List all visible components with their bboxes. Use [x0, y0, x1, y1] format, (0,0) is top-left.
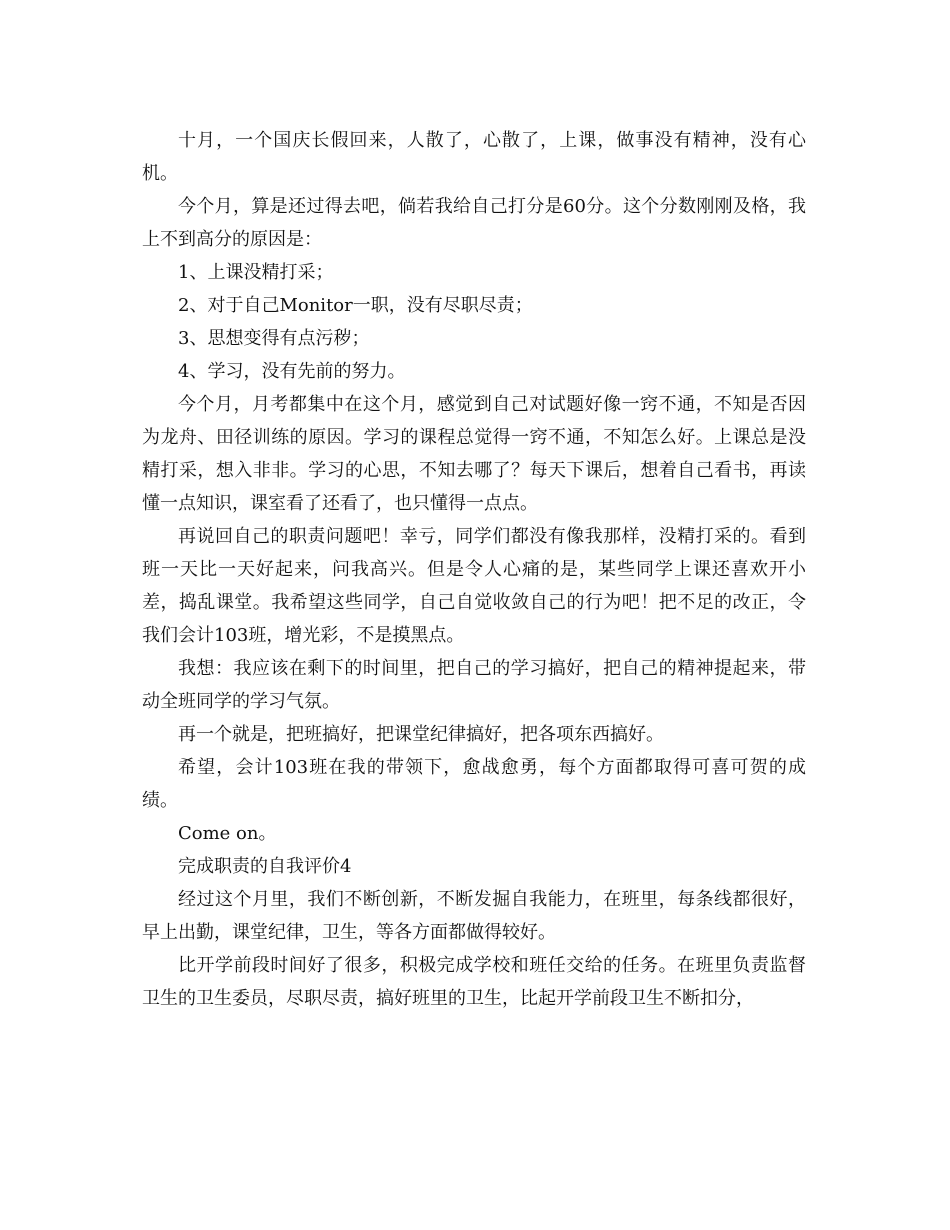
- paragraph-5: 我想：我应该在剩下的时间里，把自己的学习搞好，把自己的精神提起来，带动全班同学的学习气氛。: [142, 658, 806, 712]
- list-item-1: 1、上课没精打采；: [178, 262, 334, 283]
- paragraph-6: 再一个就是，把班搞好，把课堂纪律搞好，把各项东西搞好。: [178, 724, 664, 745]
- paragraph-1: 十月，一个国庆长假回来，人散了，心散了，上课，做事没有精神，没有心机。: [142, 130, 806, 184]
- paragraph-9: 比开学前段时间好了很多，积极完成学校和班任交给的任务。在班里负责监督卫生的卫生委员，尽职尽责，搞好班里的卫生，比起开学前段卫生不断扣分，: [142, 955, 806, 1009]
- paragraph-come-on: Come on。: [178, 823, 277, 844]
- document-body: [142, 124, 806, 1015]
- paragraph-4: 再说回自己的职责问题吧！幸亏，同学们都没有像我那样，没精打采的。看到班一天比一天好起来，问我高兴。但是令人心痛的是，某些同学上课还喜欢开小差，捣乱课堂。我希望这些同学，自己自觉收敛自己的行为吧！把不足的改正，令我们会计103班，增光彩，不是摸黑点。: [142, 526, 806, 646]
- section-heading: 完成职责的自我评价4: [178, 856, 352, 877]
- paragraph-3: 今个月，月考都集中在这个月，感觉到自己对试题好像一窍不通，不知是否因为龙舟、田径训练的原因。学习的课程总觉得一窍不通，不知怎么好。上课总是没精打采，想入非非。学习的心思，不知去哪了？每天下课后，想着自己看书，再读懂一点知识，课室看了还看了，也只懂得一点点。: [142, 394, 806, 514]
- list-item-3: 3、思想变得有点污秽；: [178, 328, 370, 349]
- list-item-2: 2、对于自己Monitor一职，没有尽职尽责；: [178, 295, 533, 316]
- paragraph-8: 经过这个月里，我们不断创新，不断发掘自我能力，在班里，每条线都很好，早上出勤，课堂纪律，卫生，等各方面都做得较好。: [142, 889, 806, 943]
- list-item-4: 4、学习，没有先前的努力。: [178, 361, 406, 382]
- paragraph-7: 希望，会计103班在我的带领下，愈战愈勇，每个方面都取得可喜可贺的成绩。: [142, 757, 806, 811]
- paragraph-2: 今个月，算是还过得去吧，倘若我给自己打分是60分。这个分数刚刚及格，我上不到高分的原因是：: [142, 196, 806, 250]
